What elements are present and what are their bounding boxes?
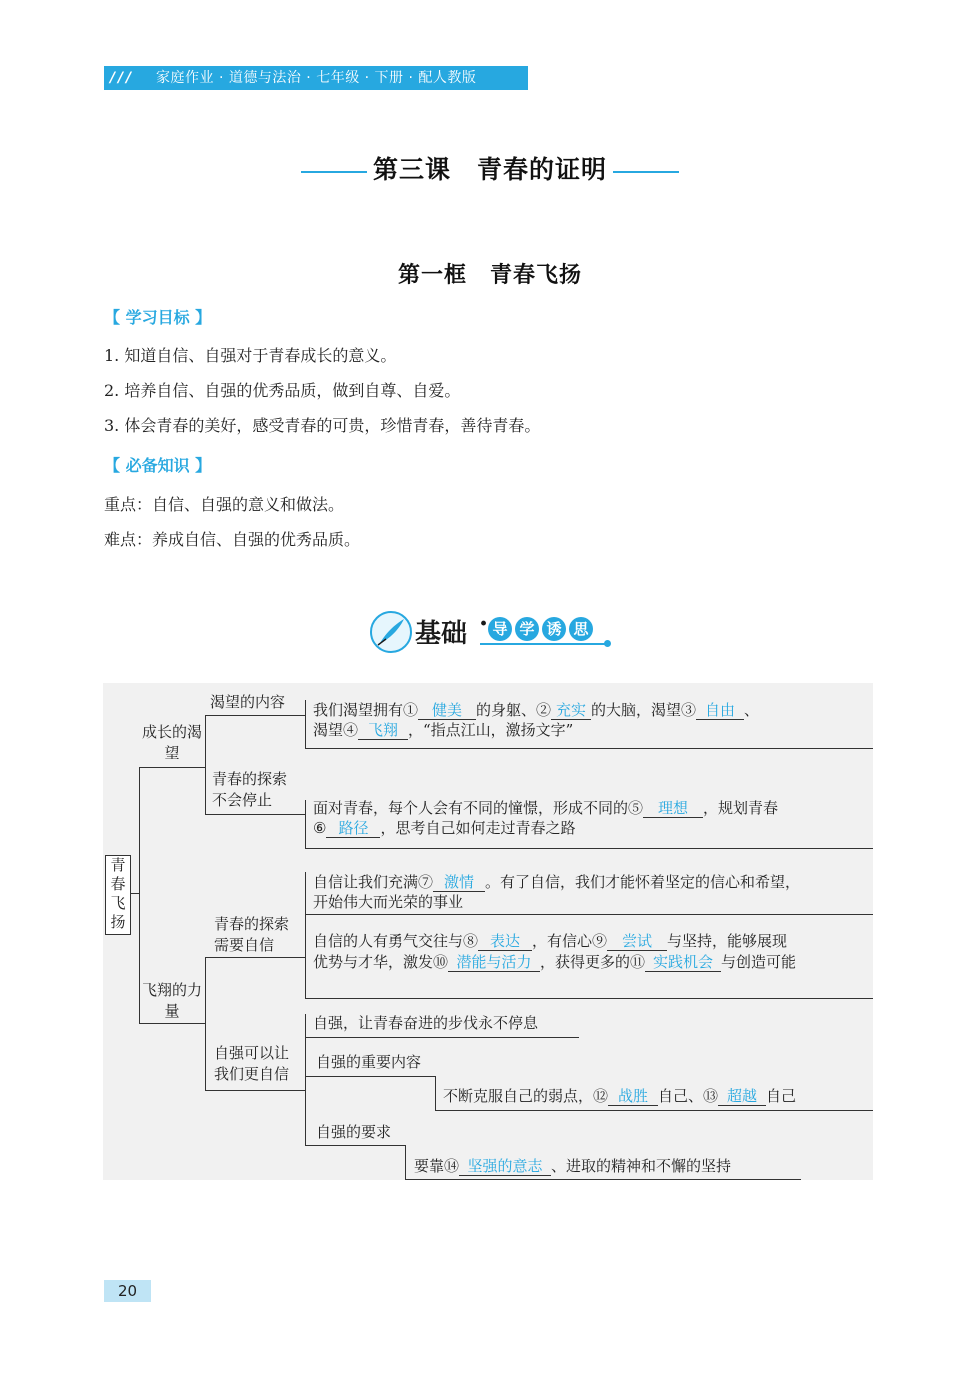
desire-text-line1: 我们渴望拥有① 健美 的身躯、② 充实 的大脑，渴望③ 自由 、 (313, 701, 760, 719)
quill-icon (370, 611, 412, 653)
connector (305, 1014, 306, 1145)
connector (405, 1179, 801, 1180)
confidence-text2-line2: 优势与才华，激发⑩ 潜能与活力 ，获得更多的⑪ 实践机会 与创造可能 (313, 953, 797, 971)
emblem-pill: 导 (488, 617, 512, 641)
basics-emblem (370, 605, 620, 655)
connector (139, 767, 140, 1024)
connector (305, 800, 306, 848)
connector (435, 1076, 436, 1111)
emblem-underline-dot (604, 640, 611, 647)
connector (305, 700, 306, 748)
lesson-title (280, 150, 700, 186)
blank-5: 理想 (643, 799, 703, 818)
blank-7: 激情 (433, 873, 485, 892)
confidence-text1-line1: 自信让我们充满⑦ 激情 。有了自信，我们才能怀着坚定的信心和希望， (313, 873, 801, 891)
key-point: 重点：自信、自强的意义和做法。 (104, 495, 345, 514)
blank-3: 自由 (696, 701, 744, 720)
goal-item: 2. 培养自信、自强的优秀品质，做到自尊、自爱。 (104, 381, 461, 400)
explore-text-line1: 面对青春，每个人会有不同的憧憬，形成不同的⑤ 理想 ，规划青春 (313, 799, 779, 817)
goals-tag: 【 学习目标 】 (104, 308, 212, 327)
knowledge-tag: 【 必备知识 】 (104, 456, 212, 475)
lesson-title-text: 第三课 青春的证明 (372, 155, 607, 184)
mindmap-root: 青春飞扬 (105, 855, 131, 935)
explore-text-line2: ⑥ 路径 ，思考自己如何走过青春之路 (313, 819, 576, 837)
connector (435, 1110, 873, 1111)
strong-content-label: 自强的重要内容 (316, 1053, 422, 1071)
blank-1: 健美 (418, 701, 476, 720)
emblem-pill: 诱 (542, 617, 566, 641)
connector (205, 957, 305, 958)
blank-2: 充实 (551, 701, 591, 720)
goal-item: 1. 知道自信、自强对于青春成长的意义。 (104, 346, 397, 365)
emblem-dot: · (479, 609, 489, 639)
connector (205, 957, 206, 1091)
title-dash-left (301, 171, 367, 173)
desire-text-line2: 渴望④ 飞翔 ，“指点江山，激扬文字” (313, 721, 574, 739)
blank-10: 潜能与活力 (448, 953, 540, 972)
connector (305, 872, 306, 998)
connector (305, 1037, 579, 1038)
header-banner (104, 66, 528, 90)
connector (305, 1076, 436, 1077)
connector (405, 1145, 406, 1180)
connector (305, 914, 873, 915)
blank-11: 实践机会 (645, 953, 721, 972)
goal-item: 3. 体会青春的美好，感受青春的可贵，珍惜青春，善待青春。 (104, 416, 541, 435)
blank-14: 坚强的意志 (459, 1157, 551, 1176)
page-number: 20 (104, 1280, 151, 1302)
branch-growth-desire: 成长的渴望 (142, 723, 203, 762)
strong-requirement-label: 自强的要求 (316, 1123, 392, 1141)
blank-4: 飞翔 (358, 721, 408, 740)
title-dash-right (613, 171, 679, 173)
banner-text: 家庭作业 · 道德与法治 · 七年级 · 下册 · 配人教版 (156, 70, 477, 86)
connector (305, 998, 873, 999)
connector (139, 1023, 205, 1024)
strong-requirement: 要靠⑭ 坚强的意志 、进取的精神和不懈的坚持 (414, 1157, 732, 1175)
emblem-big-text: 基础 (415, 619, 468, 649)
node-desire-content: 渴望的内容 (210, 693, 286, 711)
emblem-underline (480, 643, 606, 645)
connector (205, 715, 305, 716)
blank-12: 战胜 (608, 1087, 658, 1106)
confidence-text2-line1: 自信的人有勇气交往与⑧ 表达 ，有信心⑨ 尝试 与坚持，能够展现 (313, 932, 788, 950)
connector (305, 1145, 406, 1146)
branch-flying-power: 飞翔的力量 (142, 981, 203, 1020)
blank-13: 超越 (718, 1087, 766, 1106)
slash-icon: / / / (110, 70, 131, 86)
connector (205, 1090, 305, 1091)
node-selfstrong: 自强可以让我们更自信 (214, 1044, 290, 1083)
emblem-pill: 学 (515, 617, 539, 641)
blank-8: 表达 (478, 932, 532, 951)
connector (205, 814, 305, 815)
connector (139, 767, 205, 768)
section-title: 第一框 青春飞扬 (397, 262, 582, 288)
emblem-pill: 思 (569, 617, 593, 641)
connector (305, 848, 873, 849)
connector (305, 748, 873, 749)
confidence-text1-line2: 开始伟大而光荣的事业 (313, 893, 464, 911)
connector (205, 715, 206, 815)
strong-text: 自强，让青春奋进的步伐永不停息 (313, 1014, 539, 1032)
strong-content: 不断克服自己的弱点，⑫ 战胜 自己、⑬ 超越 自己 (443, 1087, 797, 1105)
difficult-point: 难点：养成自信、自强的优秀品质。 (104, 530, 361, 549)
node-explore-continue: 青春的探索不会停止 (212, 770, 288, 809)
blank-9: 尝试 (607, 932, 667, 951)
blank-6: 路径 (326, 819, 380, 838)
node-explore-confidence: 青春的探索需要自信 (214, 915, 290, 954)
